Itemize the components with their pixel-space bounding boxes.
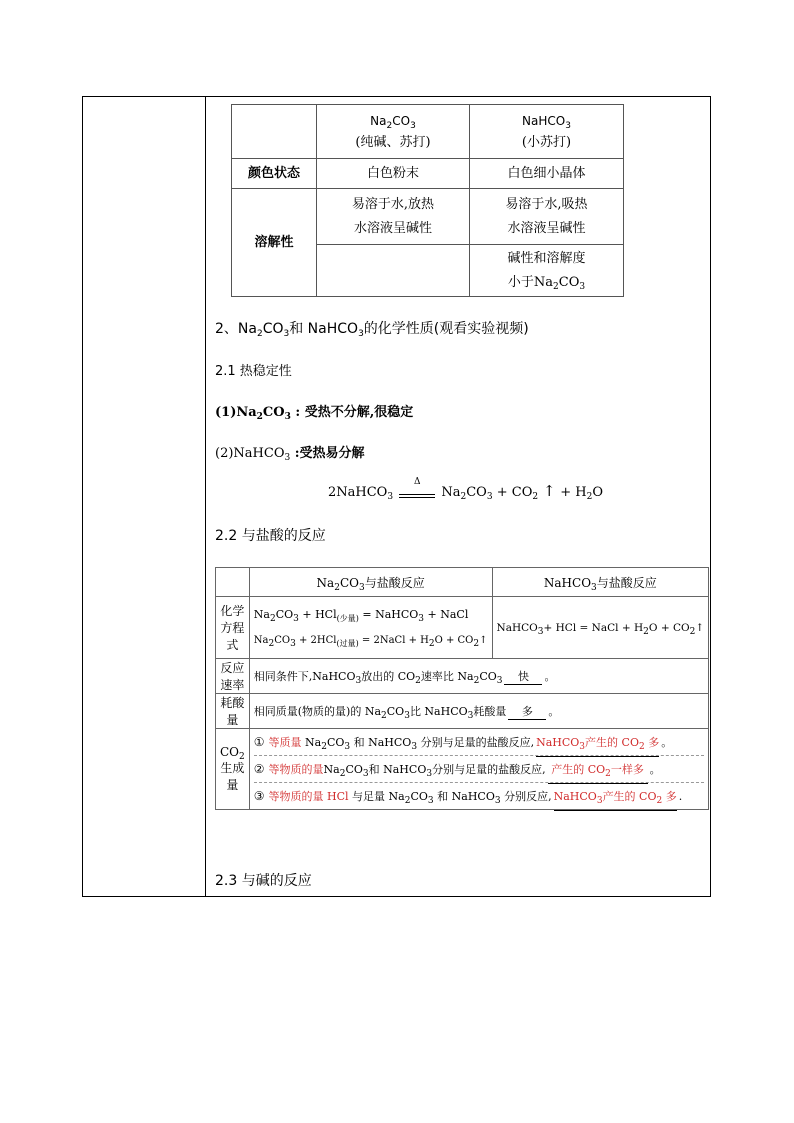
hcl-header-na2co3: $Na_2CO_3$与盐酸反应 [249,568,492,597]
hcl-co2-content [249,729,708,810]
co2-question-3: ③ 等物质的量 HCl 与足量 $Na_2CO_3$ 和 NaHCO$_3$ 分别反应, NaHCO$_3$产生的 $CO_2$ 多 . [254,783,704,809]
acid-answer-blank: 多 [508,703,546,720]
props-color-nahco3: 白色细小晶体 [470,159,624,189]
co2-answer-2: 产生的 $CO_2$一样多 [548,757,648,784]
hcl-reaction-table [215,567,709,810]
props-extra-nahco3: 碱性和溶解度 小于$Na_2CO_3$ [470,245,624,297]
thermal-item-1: $(1)Na_2CO_3$ : 受热不分解,很稳定 [215,405,414,422]
section-2-3-title: 2.3 与碱的反应 [215,873,312,889]
props-row-solubility-label: 溶解性 [232,189,317,297]
hcl-row-co2-label: $CO_2$生成量 [216,729,250,810]
props-row-color-label: 颜色状态 [232,159,317,189]
hcl-equations-na2co3: $Na_2CO_3 + HCl_{(少量)}$ = NaHCO$_3$ + NaCl $Na_2CO_3 + 2HCl_{(过量)}$ = 2NaCl + $H_2O$ + $CO_2↑$ [249,597,492,659]
props-empty-cell [317,245,470,297]
props-corner-cell [232,105,317,159]
hcl-equation-nahco3: NaHCO$_3$+ HCl = NaCl + $H_2O$ + $CO_2↑$ [492,597,709,659]
co2-answer-3: NaHCO$_3$产生的 $CO_2$ 多 [554,784,677,811]
section-2-heading: 2、$Na_2CO_3$和 NaHCO$_3$的化学性质(观看实验视频) [215,321,529,339]
section-2-1-title: 2.1 热稳定性 [215,364,292,379]
hcl-row-rate-label: 反应速率 [216,659,250,694]
hcl-corner-cell [216,568,250,597]
props-header-na2co3: $Na_2CO_3$ (纯碱、苏打) [317,105,470,159]
co2-question-2: ② 等物质的量$Na_2CO_3$和 NaHCO$_3$分别与足量的盐酸反应, 产生的 $CO_2$一样多 。 [254,756,704,783]
props-sol-nahco3: 易溶于水,吸热 水溶液呈碱性 [470,189,624,245]
co2-question-1: ① 等质量 $Na_2CO_3$ 和 NaHCO$_3$ 分别与足量的盐酸反应, NaHCO$_3$产生的 $CO_2$ 多 。 [254,729,704,756]
hcl-row-equation-label: 化学方程式 [216,597,250,659]
co2-answer-1: NaHCO$_3$产生的 $CO_2$ 多 [536,730,659,757]
hcl-rate-content: 相同条件下,NaHCO$_3$放出的 $CO_2$速率比 $Na_2CO_3$ 快 。 [249,659,708,694]
section-2-2-title: 2.2 与盐酸的反应 [215,528,326,544]
rate-answer-blank: 快 [504,668,542,685]
hcl-row-acid-label: 耗酸量 [216,694,250,729]
frame-column-divider [205,97,206,896]
decomposition-equation: 2NaHCO$_3$ Δ $Na_2CO_3 + CO_2$ ↑ + $H_2O$ [328,476,603,502]
props-sol-na2co3: 易溶于水,放热 水溶液呈碱性 [317,189,470,245]
heat-condition-sign: Δ [399,488,435,498]
properties-table [231,104,624,297]
thermal-item-2: (2)NaHCO$_3$ :受热易分解 [215,446,365,463]
props-color-na2co3: 白色粉末 [317,159,470,189]
hcl-header-nahco3: NaHCO$_3$与盐酸反应 [492,568,709,597]
props-header-nahco3: NaHCO$_3$ (小苏打) [470,105,624,159]
hcl-acid-content: 相同质量(物质的量)的 $Na_2CO_3$比 NaHCO$_3$耗酸量 多 。 [249,694,708,729]
